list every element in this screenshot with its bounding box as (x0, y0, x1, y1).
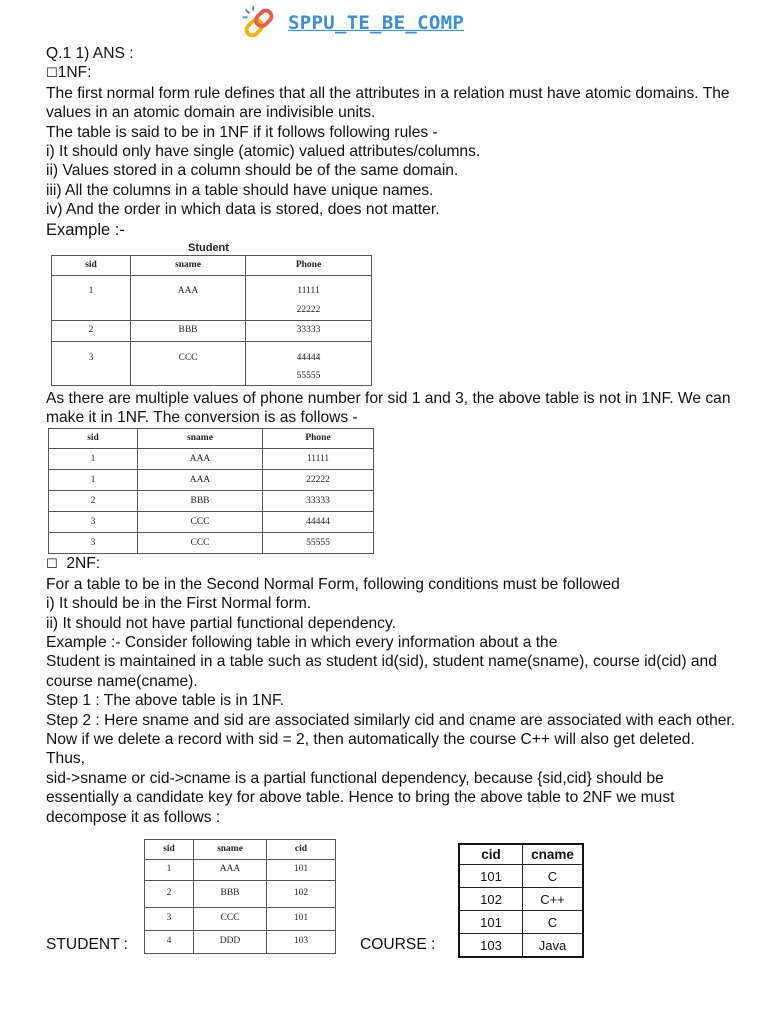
table-row: 1 AAA 11111 22222 (52, 276, 372, 321)
nf1-para2: The table is said to be in 1NF if it follows following rules - (46, 123, 438, 141)
nf1-para3: As there are multiple values of phone number for sid 1 and 3, the above table is not in 1NF. We can make it in 1NF. The conversion is as follows - (46, 390, 731, 427)
table-row: 3 CCC 55555 (49, 533, 374, 554)
column-header: Phone (263, 428, 374, 448)
nf1-rule: iii) All the columns in a table should have unique names. (46, 181, 434, 199)
table-row: 101 C (459, 865, 583, 888)
column-header: sname (138, 428, 263, 448)
site-link[interactable]: SPPU_TE_BE_COMP (288, 12, 465, 34)
nf1-rule: iv) And the order in which data is stored, does not matter. (46, 201, 440, 219)
table-row: 4 DDD 103 (145, 930, 336, 953)
nf2-line: i) It should be in the First Normal form. (46, 595, 312, 613)
table-row: 2 BBB 33333 (52, 321, 372, 342)
table-row: 2 BBB 33333 (49, 491, 374, 512)
table-row: 101 C (459, 911, 583, 934)
bullet-box-icon: ☐ (46, 66, 58, 82)
nf2-line: Step 2 : Here sname and sid are associated similarly cid and cname are associated with each other. Now if we delete a record with sid = 2, then automatically the course C++ will also get deleted. Thus, (46, 711, 736, 768)
nf1-para1: The first normal form rule defines that all the attributes in a relation must have atomic domains. The values in an atomic domain are indivisible units. (46, 84, 730, 122)
column-header: sname (131, 255, 246, 275)
student-table-not-1nf (51, 255, 372, 386)
course-label: COURSE : (360, 935, 436, 953)
nf1-rule: i) It should only have single (atomic) valued attributes/columns. (46, 143, 481, 161)
header (240, 4, 464, 42)
example-label: Example :- (46, 220, 125, 239)
column-header: sid (52, 255, 131, 275)
student-2nf-table: sid sname cid 1 AAA 101 2 BBB 102 3 CCC 101 4 DDD 103 (144, 839, 336, 954)
student-table-1nf (48, 428, 374, 554)
column-header: sid (49, 428, 138, 448)
table-row: 102 C++ (459, 888, 583, 911)
decomposed-tables (46, 833, 736, 953)
table-caption: Student (188, 241, 229, 254)
nf2-line: ii) It should not have partial functional dependency. (46, 614, 396, 632)
nf2-line: Example :- Consider following table in which every information about a the (46, 633, 558, 651)
table-row: 1 AAA 22222 (49, 470, 374, 491)
table-row: 3 CCC 44444 55555 (52, 342, 372, 386)
bullet-box-icon: ☐ (46, 557, 58, 573)
table-row: 2 BBB 102 (145, 880, 336, 907)
table-row: 3 CCC 44444 (49, 512, 374, 533)
table-row: 1 AAA 11111 (49, 449, 374, 470)
link-icon (240, 4, 278, 42)
nf2-heading: ☐ 2NF: (46, 555, 101, 573)
nf1-heading: ☐1NF: (46, 64, 92, 82)
nf2-line: sid->sname or cid->cname is a partial functional dependency, because {sid,cid} should be essentially a candidate key for above table. Hence to bring the above table to 2NF we must decompose it as follows : (46, 769, 675, 826)
nf1-rule: ii) Values stored in a column should be of the same domain. (46, 162, 459, 180)
course-table: cid cname 101 C 102 C++ 101 C 103 Java (458, 843, 584, 958)
nf2-line: For a table to be in the Second Normal Form, following conditions must be followed (46, 575, 620, 593)
main-content (46, 44, 736, 953)
column-header: Phone (246, 255, 372, 275)
nf2-line: Student is maintained in a table such as student id(sid), student name(sname), course id(cid) and course name(cname). (46, 653, 717, 690)
table-row: 1 AAA 101 (145, 860, 336, 880)
student-label: STUDENT : (46, 935, 129, 953)
question-heading: Q.1 1) ANS : (46, 45, 134, 62)
table-row: 103 Java (459, 934, 583, 957)
table-row: 3 CCC 101 (145, 907, 336, 930)
nf2-line: Step 1 : The above table is in 1NF. (46, 692, 285, 710)
